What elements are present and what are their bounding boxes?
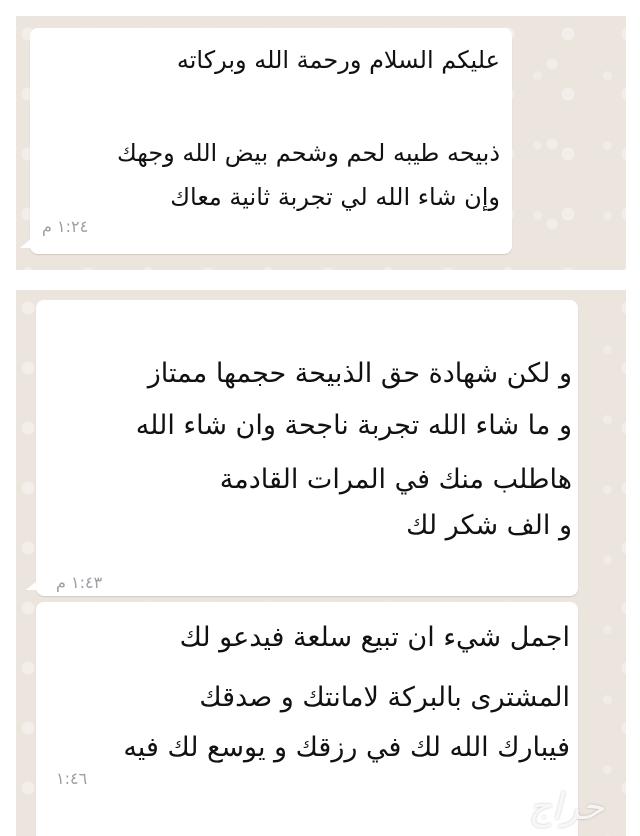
message-line: اجمل شيء ان تبيع سلعة فيدعو لك [179,622,570,653]
chat-screenshot-1 [16,16,626,270]
message-line: عليكم السلام ورحمة الله وبركاته [176,46,500,74]
message-timestamp: ١:٤٦ [56,769,88,788]
message-timestamp: ١:٤٣ م [56,573,103,592]
message-line: هاطلب منك في المرات القادمة [219,464,572,495]
message-line: وإن شاء الله لي تجربة ثانية معاك [170,183,500,211]
message-timestamp: ١:٢٤ م [42,217,89,236]
message-line: و ما شاء الله تجربة ناجحة وان شاء الله [135,410,572,441]
message-line: فيبارك الله لك في رزقك و يوسع لك فيه [123,732,570,763]
message-line: و لكن شهادة حق الذبيحة حجمها ممتاز [147,358,572,389]
message-line: ذبيحه طيبه لحم وشحم بيض الله وجهك [117,139,500,167]
message-bubble [36,300,578,596]
bubble-tail [26,580,38,590]
haraj-watermark-logo: حراج [528,787,604,828]
bubble-tail [20,238,32,248]
message-bubble [30,28,512,254]
chat-screenshot-2 [16,290,626,836]
message-line: المشترى بالبركة لامانتك و صدقك [199,682,570,713]
message-bubble [36,602,578,836]
message-line: و الف شكر لك [406,510,572,541]
